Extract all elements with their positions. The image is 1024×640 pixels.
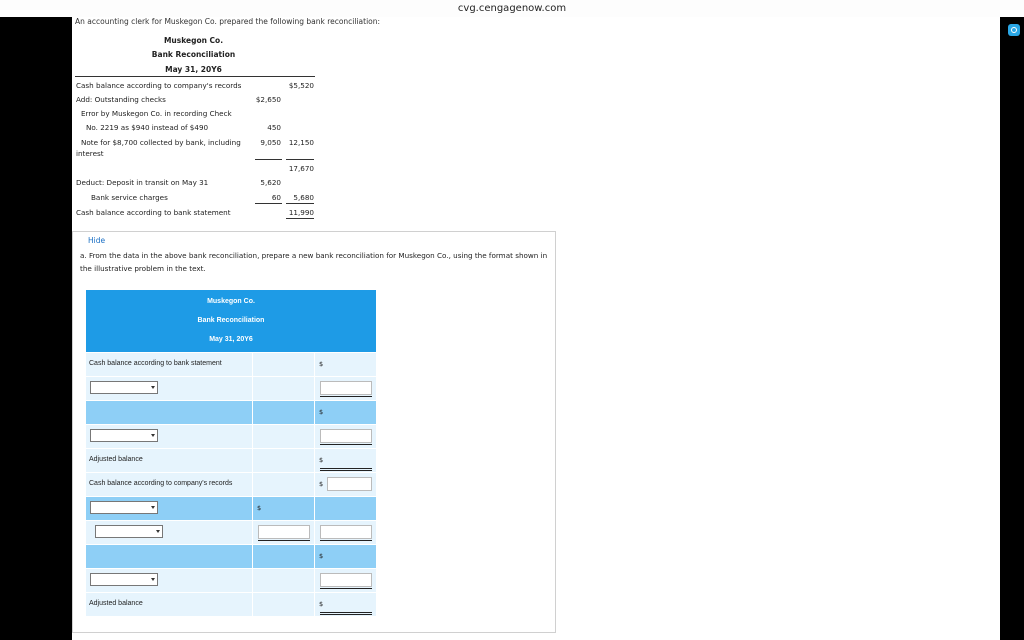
answer-title: Bank Reconciliation <box>197 317 265 324</box>
recon-label: Bank service charges <box>91 193 168 202</box>
recon-rule <box>286 159 314 160</box>
table-row <box>86 473 376 496</box>
recon-label: Cash balance according to bank statement <box>76 208 231 217</box>
amount-input[interactable] <box>320 525 372 539</box>
chevron-down-icon <box>151 506 155 509</box>
question-instruction: a. From the data in the above bank reconciliation, prepare a new bank reconciliation for Muskegon Co., using the format shown in the illustrative problem in the text. <box>80 251 548 273</box>
dropdown-select[interactable] <box>95 525 163 538</box>
table-row <box>86 521 376 544</box>
table-row <box>86 545 376 568</box>
chevron-down-icon <box>151 386 155 389</box>
recon-rule <box>286 203 314 204</box>
recon-date: May 31, 20Y6 <box>165 65 222 74</box>
recon-title: Bank Reconciliation <box>151 50 236 59</box>
chevron-down-icon <box>151 434 155 437</box>
row-label: Cash balance according to company's records <box>89 480 233 487</box>
recon-value: 5,620 <box>260 178 281 187</box>
amount-input[interactable] <box>258 525 310 539</box>
table-row <box>86 401 376 424</box>
recon-label: Add: Outstanding checks <box>76 95 166 104</box>
table-row <box>86 353 376 376</box>
dollar-sign: $ <box>319 600 324 608</box>
recon-double-rule <box>286 218 314 219</box>
recon-value: $2,650 <box>255 95 281 104</box>
dropdown-select[interactable] <box>90 381 158 394</box>
recon-value: 11,990 <box>288 208 314 217</box>
browser-title-bar <box>0 0 1024 18</box>
answer-date: May 31, 20Y6 <box>209 336 253 343</box>
recon-value: 60 <box>271 193 281 202</box>
dollar-sign: $ <box>319 552 324 560</box>
dropdown-select[interactable] <box>90 573 158 586</box>
recon-value: 17,670 <box>288 164 314 173</box>
left-margin <box>0 17 72 640</box>
recon-value: 5,680 <box>293 193 314 202</box>
amount-input[interactable] <box>320 381 372 395</box>
answer-table-header <box>86 290 376 352</box>
dollar-sign: $ <box>319 456 324 464</box>
problem-intro: An accounting clerk for Muskegon Co. prepared the following bank reconciliation: <box>75 17 381 26</box>
recon-label: Note for $8,700 collected by bank, including <box>81 138 241 147</box>
table-row <box>86 569 376 592</box>
table-row <box>86 377 376 400</box>
table-row <box>86 497 376 520</box>
row-label: Adjusted balance <box>89 600 143 607</box>
recon-rule <box>255 203 282 204</box>
amount-input[interactable] <box>320 573 372 587</box>
amount-input[interactable] <box>327 477 372 491</box>
dropdown-select[interactable] <box>90 501 158 514</box>
answer-company: Muskegon Co. <box>207 298 255 305</box>
row-label: Cash balance according to bank statement <box>89 360 222 367</box>
recon-rule <box>255 159 282 160</box>
recon-label: Error by Muskegon Co. in recording Check <box>81 109 232 118</box>
url-text: cvg.cengagenow.com <box>457 3 567 14</box>
recon-value: 12,150 <box>288 138 314 147</box>
dollar-sign: $ <box>319 360 324 368</box>
table-row <box>86 449 376 472</box>
hide-link[interactable]: Hide <box>88 236 106 245</box>
recon-label: interest <box>76 149 104 158</box>
recon-value: 450 <box>267 123 281 132</box>
table-row <box>86 425 376 448</box>
dollar-sign: $ <box>257 504 262 512</box>
recon-company: Muskegon Co. <box>163 36 224 45</box>
dollar-sign: $ <box>319 408 324 416</box>
extension-icon[interactable] <box>1008 24 1020 36</box>
row-label: Adjusted balance <box>89 456 143 463</box>
table-row <box>86 593 376 616</box>
recon-label: Cash balance according to company's records <box>76 81 242 90</box>
recon-value: 9,050 <box>260 138 281 147</box>
dropdown-select[interactable] <box>90 429 158 442</box>
recon-header-rule <box>75 76 315 77</box>
chevron-down-icon <box>151 578 155 581</box>
amount-input[interactable] <box>320 429 372 443</box>
chevron-down-icon <box>156 530 160 533</box>
recon-label: No. 2219 as $940 instead of $490 <box>86 123 209 132</box>
recon-label: Deduct: Deposit in transit on May 31 <box>76 178 209 187</box>
recon-value: $5,520 <box>288 81 314 90</box>
page-content <box>72 17 1000 640</box>
right-margin <box>1000 17 1024 640</box>
dollar-sign: $ <box>319 480 324 488</box>
